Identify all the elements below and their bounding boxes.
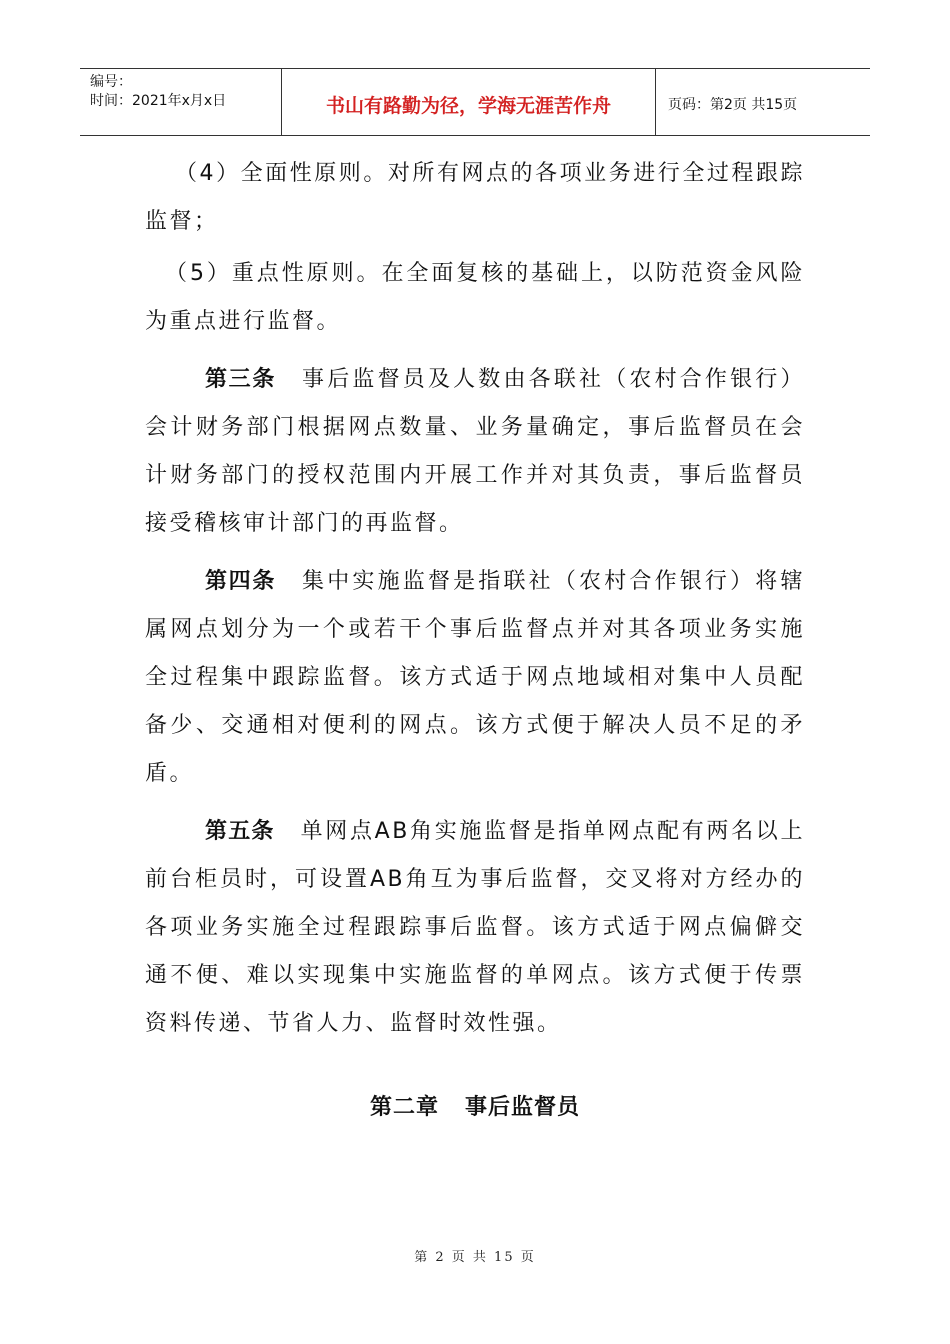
page-footer: 第 2 页 共 15 页 <box>414 1250 536 1265</box>
article-4-paragraph <box>145 558 805 798</box>
article-3-paragraph <box>145 356 805 548</box>
article-3-label: 第三条 <box>205 367 277 392</box>
article-5-text: 单网点AB角实施监督是指单网点配有两名以上前台柜员时，可设置AB角互为事后监督，交叉将对方经办的各项业务实施全过程跟踪事后监督。该方式适于网点偏僻交通不便、难以实现集中实施监督的单网点。该方式便于传票资料传递、节省人力、监督时效性强。 <box>145 819 805 1036</box>
article-4-text: 集中实施监督是指联社（农村合作银行）将辖属网点划分为一个或若干个事后监督点并对其各项业务实施全过程集中跟踪监督。该方式适于网点地域相对集中人员配备少、交通相对便利的网点。该方式便于解决人员不足的矛盾。 <box>145 569 805 786</box>
document-date-label: 时间：2021年x月x日 <box>90 93 227 109</box>
page-header <box>80 68 870 136</box>
document-number-label: 编号： <box>90 74 132 90</box>
article-5-label: 第五条 <box>205 819 275 844</box>
chapter-title: 事后监督员 <box>465 1095 581 1120</box>
header-motto: 书山有路勤为径，学海无涯苦作舟 <box>282 69 656 135</box>
article-4-label: 第四条 <box>205 569 277 594</box>
article-5-paragraph <box>145 808 805 1048</box>
principle-4-paragraph: （4）全面性原则。对所有网点的各项业务进行全过程跟踪监督； <box>145 161 805 234</box>
header-page-info: 页码：第2页 共15页 <box>668 97 798 113</box>
chapter-number: 第二章 <box>369 1095 439 1120</box>
document-body <box>145 150 805 1048</box>
article-3-text: 事后监督员及人数由各联社（农村合作银行）会计财务部门根据网点数量、业务量确定，事后监督员在会计财务部门的授权范围内开展工作并对其负责，事后监督员接受稽核审计部门的再监督。 <box>145 367 805 536</box>
header-meta <box>80 69 282 135</box>
principle-5-paragraph: （5）重点性原则。在全面复核的基础上，以防范资金风险为重点进行监督。 <box>145 261 805 334</box>
chapter-heading <box>0 1090 950 1121</box>
